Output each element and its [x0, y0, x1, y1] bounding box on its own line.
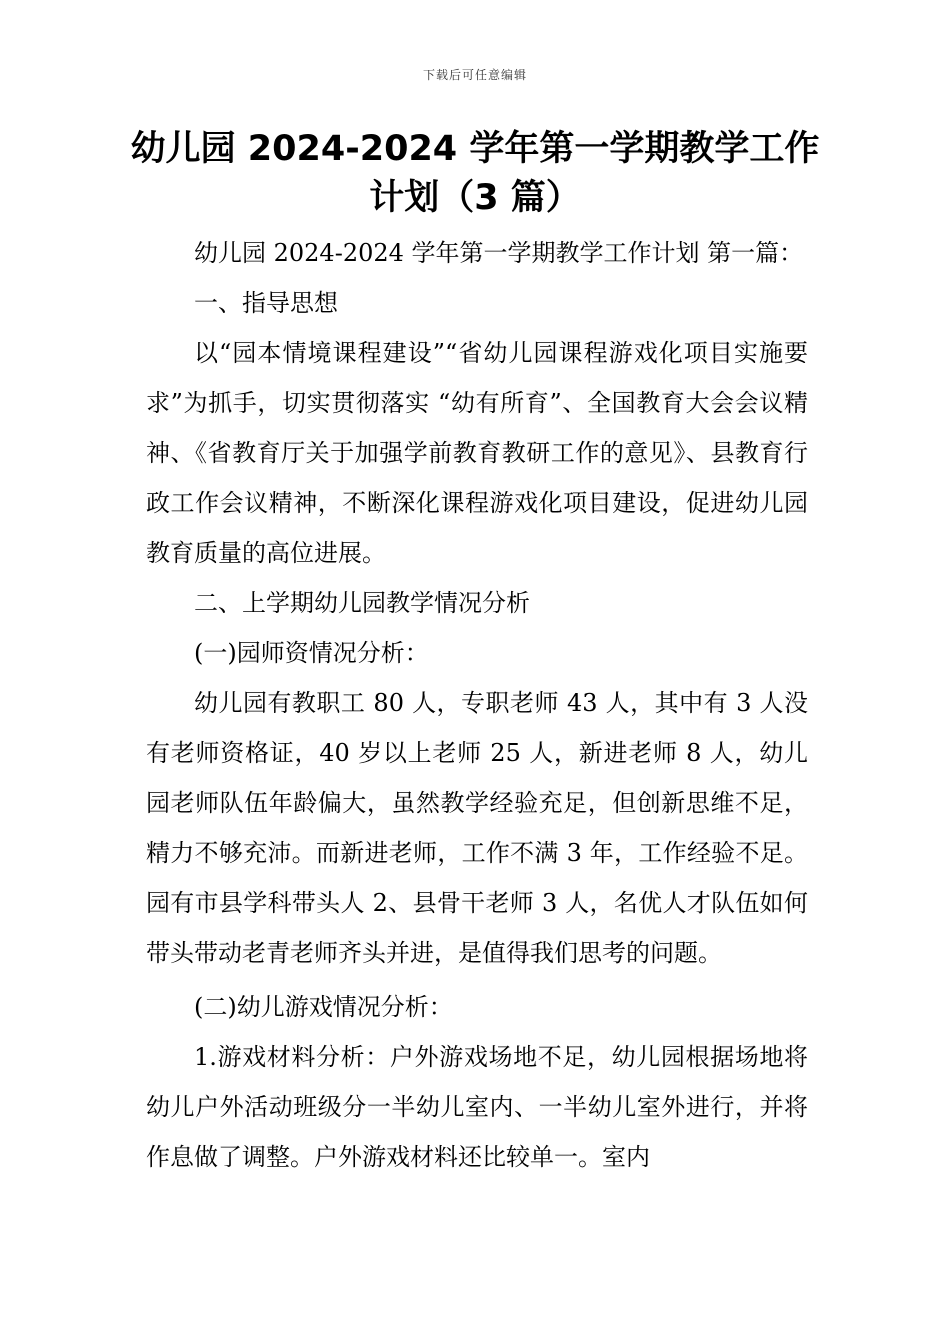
paragraph-staff-analysis: 幼儿园有教职工 80 人，专职老师 43 人，其中有 3 人没有老师资格证，40 岁以上老师 25 人，新进老师 8 人，幼儿园老师队伍年龄偏大，虽然教学经验充足，但创新思维不足，精力不够充沛。而新进老师，工作不满 3 年，工作经验不足。园有市县学科带头人 2、县骨干老师 3 人，名优人才队伍如何带头带动老青老师齐头并进，是值得我们思考的问题。 [146, 689, 808, 967]
paragraph-guiding-ideology: 以“园本情境课程建设”“省幼儿园课程游戏化项目实施要求”为抓手，切实贯彻落实 “幼有所育”、全国教育大会会议精神、《省教育厅关于加强学前教育教研工作的意见》、县教育行政工作会议精神，不断深化课程游戏化项目建设，促进幼儿园教育质量的高位进展。 [146, 339, 808, 567]
section-heading-guiding-ideology: 一、指导思想 [194, 289, 338, 317]
document-body [146, 228, 808, 1182]
subsection-heading-staff: (一)园师资情况分析： [194, 639, 429, 667]
document-title-line-2: 计划（3 篇） [369, 178, 581, 218]
paragraph-game-materials: 1.游戏材料分析：户外游戏场地不足，幼儿园根据场地将幼儿户外活动班级分一半幼儿室内、一半幼儿室外进行，并将作息做了调整。户外游戏材料还比较单一。室内 [146, 1043, 808, 1171]
header-note: 下载后可任意编辑 [422, 68, 527, 82]
section-intro: 幼儿园 2024-2024 学年第一学期教学工作计划 第一篇： [194, 239, 804, 267]
document-title-line-1: 幼儿园 2024-2024 学年第一学期教学工作 [130, 129, 820, 169]
subsection-heading-games: (二)幼儿游戏情况分析： [194, 993, 453, 1021]
section-heading-analysis: 二、上学期幼儿园教学情况分析 [194, 589, 530, 617]
